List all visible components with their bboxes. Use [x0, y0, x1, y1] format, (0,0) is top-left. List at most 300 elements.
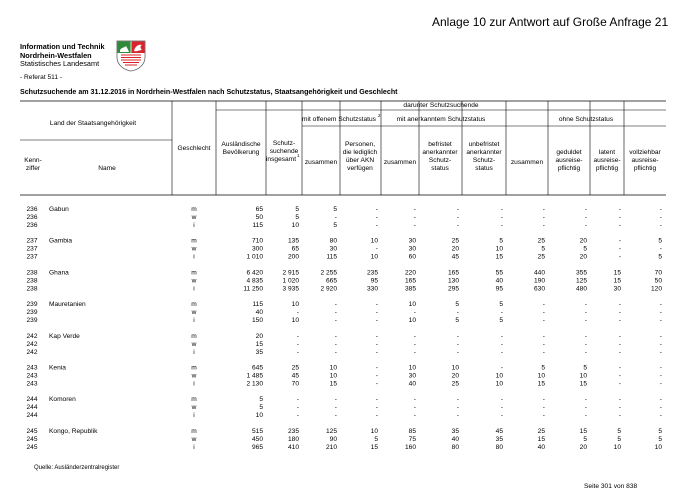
value-cell: 95: [370, 277, 378, 285]
value-cell: 15: [329, 380, 337, 388]
country-name: Kongo, Republik: [49, 427, 98, 435]
kennziffer-cell: 236: [26, 214, 38, 221]
value-cell: 5: [617, 427, 621, 435]
value-cell: 165: [447, 269, 459, 277]
value-cell: -: [542, 206, 545, 213]
value-cell: 965: [251, 443, 263, 451]
value-cell: 1 010: [246, 253, 263, 261]
country-name: Mauretanien: [49, 301, 86, 309]
value-cell: -: [618, 348, 621, 356]
value-cell: -: [334, 317, 337, 325]
value-cell: 115: [252, 222, 263, 229]
value-cell: 4 835: [246, 277, 263, 285]
value-cell: 15: [495, 253, 503, 261]
header-befristet: anerkannter: [422, 149, 458, 156]
value-cell: 15: [613, 277, 621, 285]
value-cell: 1 020: [282, 277, 299, 285]
geschlecht-cell: m: [191, 364, 197, 372]
header-anerkannter-schutzstatus: mit anerkanntem Schutzstatus: [396, 116, 486, 123]
value-cell: -: [659, 309, 662, 317]
value-cell: -: [618, 404, 621, 412]
value-cell: 80: [495, 443, 503, 451]
value-cell: 5: [541, 364, 545, 372]
value-cell: -: [618, 237, 621, 245]
value-cell: 440: [533, 269, 545, 277]
geschlecht-cell: i: [193, 222, 195, 229]
value-cell: 665: [325, 277, 337, 285]
value-cell: 210: [325, 443, 337, 451]
kennziffer-cell: 243: [26, 364, 38, 372]
value-cell: 10: [291, 317, 299, 325]
value-cell: -: [375, 245, 378, 253]
kennziffer-cell: 243: [26, 380, 38, 388]
header-akn: Personen,: [344, 141, 376, 148]
value-cell: 55: [495, 269, 503, 277]
header-vollziehbar: pflichtig: [633, 165, 657, 172]
value-cell: -: [375, 396, 378, 404]
kennziffer-cell: 237: [26, 237, 38, 245]
value-cell: 15: [537, 435, 545, 443]
value-cell: -: [618, 364, 621, 372]
header-unbefristet: anerkannter: [466, 149, 502, 156]
header-vollziehbar: ausreise-: [631, 157, 659, 164]
header-land: Land der Staatsangehörigkeit: [49, 120, 137, 127]
value-cell: 5: [295, 214, 299, 221]
value-cell: 5: [455, 317, 459, 325]
source-note: Quelle: Ausländerzentralregister: [34, 465, 120, 471]
value-cell: 20: [255, 332, 263, 340]
header-geduldet: geduldet: [556, 149, 582, 156]
value-cell: -: [618, 332, 621, 340]
value-cell: -: [618, 222, 621, 229]
value-cell: 10: [329, 364, 337, 372]
value-cell: -: [456, 396, 459, 404]
value-cell: -: [413, 214, 416, 221]
value-cell: -: [618, 396, 621, 404]
value-cell: -: [500, 309, 503, 317]
kennziffer-cell: 238: [26, 277, 38, 285]
value-cell: 45: [495, 427, 503, 435]
value-cell: -: [659, 214, 662, 221]
value-cell: -: [659, 340, 662, 348]
value-cell: 25: [451, 237, 459, 245]
country-name: Gambia: [49, 237, 73, 245]
value-cell: 25: [291, 364, 299, 372]
value-cell: -: [334, 309, 337, 317]
footnote-mark: 1: [297, 153, 300, 158]
kennziffer-cell: 236: [26, 206, 38, 213]
geschlecht-cell: m: [191, 332, 197, 340]
value-cell: -: [659, 412, 662, 420]
geschlecht-cell: m: [191, 269, 197, 277]
value-cell: -: [413, 348, 416, 356]
value-cell: -: [584, 317, 587, 325]
value-cell: -: [542, 214, 545, 221]
value-cell: -: [618, 380, 621, 388]
value-cell: 30: [408, 245, 416, 253]
header-ohne-schutzstatus: ohne Schutzstatus: [558, 116, 614, 123]
value-cell: 40: [255, 309, 263, 317]
kennziffer-cell: 242: [26, 332, 38, 340]
geschlecht-cell: m: [191, 396, 197, 404]
value-cell: 710: [251, 237, 263, 245]
header-unbefristet: Schutz-: [472, 157, 496, 164]
header-unbefristet: status: [475, 165, 493, 172]
value-cell: 630: [533, 285, 545, 293]
header-geschlecht: Geschlecht: [177, 145, 211, 152]
kennziffer-cell: 244: [26, 412, 38, 420]
value-cell: 5: [295, 206, 299, 213]
value-cell: 65: [255, 206, 263, 213]
header-darunter: darunter Schutzsuchende: [403, 102, 479, 109]
value-cell: 10: [370, 427, 378, 435]
value-cell: 10: [495, 245, 503, 253]
value-cell: 30: [408, 237, 416, 245]
value-cell: -: [659, 404, 662, 412]
value-cell: 2 920: [320, 285, 337, 293]
geschlecht-cell: w: [191, 245, 197, 253]
value-cell: 5: [658, 253, 662, 261]
value-cell: -: [334, 396, 337, 404]
value-cell: 130: [447, 277, 459, 285]
value-cell: 80: [451, 443, 459, 451]
value-cell: 45: [291, 372, 299, 380]
value-cell: -: [413, 222, 416, 229]
value-cell: 645: [251, 364, 263, 372]
value-cell: 10: [579, 372, 587, 380]
value-cell: 135: [287, 237, 299, 245]
value-cell: 160: [404, 443, 416, 451]
value-cell: -: [500, 340, 503, 348]
kennziffer-cell: 244: [26, 404, 38, 412]
value-cell: 10: [495, 372, 503, 380]
value-cell: 5: [333, 222, 337, 229]
value-cell: 410: [287, 443, 299, 451]
kennziffer-cell: 245: [26, 443, 38, 451]
value-cell: 25: [537, 427, 545, 435]
value-cell: -: [500, 364, 503, 372]
geschlecht-cell: w: [191, 372, 197, 380]
kennziffer-cell: 239: [26, 317, 38, 325]
value-cell: -: [334, 301, 337, 309]
geschlecht-cell: m: [191, 427, 197, 435]
value-cell: -: [500, 412, 503, 420]
value-cell: 5: [583, 245, 587, 253]
header-akn: über AKN: [345, 157, 375, 164]
value-cell: -: [584, 301, 587, 309]
value-cell: 150: [251, 317, 263, 325]
geschlecht-cell: i: [193, 412, 195, 420]
geschlecht-cell: i: [193, 443, 195, 451]
value-cell: 450: [251, 435, 263, 443]
value-cell: -: [296, 412, 299, 420]
value-cell: 30: [613, 285, 621, 293]
value-cell: -: [618, 206, 621, 213]
kennziffer-cell: 236: [26, 222, 38, 229]
value-cell: -: [584, 404, 587, 412]
value-cell: -: [456, 412, 459, 420]
value-cell: 10: [370, 237, 378, 245]
value-cell: -: [542, 301, 545, 309]
value-cell: 480: [575, 285, 587, 293]
kennziffer-cell: 245: [26, 435, 38, 443]
value-cell: 1 485: [246, 372, 263, 380]
table-title: Schutzsuchende am 31.12.2016 in Nordrhein-Westfalen nach Schutzstatus, Staatsangehörigkeit und Geschlecht: [20, 88, 398, 96]
value-cell: 10: [408, 364, 416, 372]
header-bevoelkerung: Ausländische: [221, 141, 261, 148]
value-cell: 2 915: [282, 269, 299, 277]
geschlecht-cell: m: [191, 206, 197, 213]
value-cell: -: [659, 372, 662, 380]
header-geduldet: ausreise-: [555, 157, 583, 164]
geschlecht-cell: w: [191, 404, 197, 412]
value-cell: -: [296, 340, 299, 348]
value-cell: -: [542, 222, 545, 229]
value-cell: 25: [537, 237, 545, 245]
value-cell: -: [456, 340, 459, 348]
value-cell: 115: [326, 253, 337, 261]
value-cell: -: [334, 412, 337, 420]
value-cell: -: [375, 332, 378, 340]
value-cell: 385: [404, 285, 416, 293]
value-cell: -: [618, 309, 621, 317]
value-cell: 330: [366, 285, 378, 293]
header-schutzsuchende: Schutz-: [272, 140, 296, 147]
value-cell: 20: [451, 245, 459, 253]
value-cell: -: [413, 412, 416, 420]
value-cell: -: [413, 340, 416, 348]
footnote-mark: 2: [378, 113, 381, 118]
country-name: Ghana: [49, 269, 69, 277]
value-cell: -: [542, 309, 545, 317]
header-akn: verfügen: [347, 165, 373, 172]
value-cell: -: [456, 404, 459, 412]
value-cell: -: [375, 206, 378, 213]
value-cell: 5: [617, 435, 621, 443]
value-cell: 10: [451, 364, 459, 372]
value-cell: -: [500, 332, 503, 340]
kennziffer-cell: 237: [26, 245, 38, 253]
value-cell: 60: [408, 253, 416, 261]
value-cell: -: [375, 214, 378, 221]
org-line-3: Statistisches Landesamt: [20, 59, 100, 69]
value-cell: -: [659, 206, 662, 213]
value-cell: -: [618, 214, 621, 221]
value-cell: 80: [329, 237, 337, 245]
value-cell: -: [375, 404, 378, 412]
value-cell: 5: [583, 364, 587, 372]
header-name: Name: [98, 165, 116, 172]
header-latent: latent: [598, 149, 616, 156]
value-cell: 5: [499, 317, 503, 325]
geschlecht-cell: i: [193, 253, 195, 261]
value-cell: -: [584, 412, 587, 420]
value-cell: 125: [575, 277, 587, 285]
value-cell: 10: [291, 301, 299, 309]
value-cell: -: [584, 340, 587, 348]
kennziffer-cell: 243: [26, 372, 38, 380]
value-cell: 45: [451, 253, 459, 261]
value-cell: -: [456, 332, 459, 340]
value-cell: 2 130: [246, 380, 263, 388]
value-cell: 5: [333, 206, 337, 213]
value-cell: 6 420: [246, 269, 263, 277]
value-cell: 5: [658, 237, 662, 245]
value-cell: 190: [533, 277, 545, 285]
value-cell: 40: [537, 443, 545, 451]
geschlecht-cell: w: [191, 214, 197, 221]
value-cell: -: [296, 309, 299, 317]
value-cell: -: [456, 214, 459, 221]
value-cell: 5: [499, 237, 503, 245]
value-cell: 2 255: [320, 269, 337, 277]
header-offener-schutzstatus: mit offenem Schutzstatus: [302, 116, 376, 123]
org-line-2: Nordrhein-Westfalen: [20, 50, 92, 60]
value-cell: 125: [325, 427, 337, 435]
value-cell: -: [500, 222, 503, 229]
value-cell: -: [456, 348, 459, 356]
value-cell: 20: [579, 443, 587, 451]
value-cell: 5: [374, 435, 378, 443]
value-cell: -: [456, 222, 459, 229]
geschlecht-cell: i: [193, 380, 195, 388]
value-cell: 10: [495, 380, 503, 388]
kennziffer-cell: 239: [26, 301, 38, 309]
country-name: Gabun: [49, 206, 69, 213]
kennziffer-cell: 242: [26, 340, 38, 348]
value-cell: 40: [451, 435, 459, 443]
value-cell: -: [618, 412, 621, 420]
value-cell: -: [296, 332, 299, 340]
header-zusammen: zusammen: [510, 159, 544, 166]
value-cell: -: [542, 340, 545, 348]
value-cell: 300: [251, 245, 263, 253]
value-cell: 70: [291, 380, 299, 388]
geschlecht-cell: w: [191, 277, 197, 285]
value-cell: 30: [329, 245, 337, 253]
table-body: [26, 206, 662, 451]
header-latent: ausreise-: [593, 157, 621, 164]
value-cell: 10: [255, 412, 263, 420]
value-cell: -: [542, 412, 545, 420]
value-cell: -: [500, 348, 503, 356]
header-befristet: befristet: [428, 141, 452, 148]
value-cell: -: [584, 206, 587, 213]
value-cell: 5: [658, 435, 662, 443]
annex-label: Anlage 10 zur Antwort auf Große Anfrage 21: [432, 15, 669, 29]
value-cell: 95: [495, 285, 503, 293]
value-cell: -: [542, 332, 545, 340]
kennziffer-cell: 242: [26, 348, 38, 356]
value-cell: -: [375, 372, 378, 380]
value-cell: 10: [408, 317, 416, 325]
geschlecht-cell: m: [191, 301, 197, 309]
value-cell: -: [334, 332, 337, 340]
header-kennziffer: Kenn-: [24, 157, 42, 164]
value-cell: 220: [404, 269, 416, 277]
country-name: Kap Verde: [49, 332, 80, 340]
value-cell: 5: [583, 435, 587, 443]
value-cell: -: [375, 412, 378, 420]
kennziffer-cell: 239: [26, 309, 38, 317]
value-cell: -: [375, 380, 378, 388]
value-cell: -: [334, 348, 337, 356]
value-cell: -: [500, 404, 503, 412]
header-geduldet: pflichtig: [557, 165, 581, 172]
value-cell: -: [659, 222, 662, 229]
value-cell: 5: [259, 404, 263, 412]
value-cell: 20: [579, 237, 587, 245]
value-cell: -: [542, 396, 545, 404]
value-cell: -: [375, 309, 378, 317]
header-schutzsuchende: insgesamt: [265, 156, 297, 163]
referat-label: - Referat 511 -: [20, 74, 63, 81]
value-cell: -: [375, 222, 378, 229]
header-schutzsuchende: suchende: [269, 148, 299, 155]
value-cell: -: [334, 404, 337, 412]
value-cell: 180: [287, 435, 299, 443]
country-name: Komoren: [49, 396, 76, 404]
value-cell: 120: [650, 285, 662, 293]
value-cell: 515: [251, 427, 263, 435]
value-cell: 15: [370, 443, 378, 451]
value-cell: -: [296, 396, 299, 404]
kennziffer-cell: 244: [26, 396, 38, 404]
value-cell: 235: [287, 427, 299, 435]
value-cell: 70: [654, 269, 662, 277]
value-cell: 10: [613, 443, 621, 451]
value-cell: 15: [579, 427, 587, 435]
value-cell: -: [618, 317, 621, 325]
geschlecht-cell: i: [193, 317, 195, 325]
value-cell: -: [375, 317, 378, 325]
value-cell: 5: [541, 245, 545, 253]
value-cell: 85: [408, 427, 416, 435]
value-cell: 40: [408, 380, 416, 388]
header-kennziffer: ziffer: [25, 165, 41, 172]
value-cell: -: [659, 332, 662, 340]
value-cell: -: [618, 340, 621, 348]
header-zusammen: zusammen: [304, 159, 338, 166]
value-cell: 25: [537, 253, 545, 261]
org-line-1: Information und Technik: [20, 42, 105, 51]
geschlecht-cell: m: [191, 237, 197, 245]
value-cell: 10: [537, 372, 545, 380]
value-cell: 235: [366, 269, 378, 277]
value-cell: -: [584, 222, 587, 229]
value-cell: 35: [495, 435, 503, 443]
value-cell: 5: [658, 427, 662, 435]
value-cell: -: [296, 348, 299, 356]
value-cell: -: [584, 309, 587, 317]
value-cell: 25: [451, 380, 459, 388]
value-cell: 15: [255, 340, 263, 348]
geschlecht-cell: w: [191, 340, 197, 348]
header-latent: pflichtig: [595, 165, 619, 172]
value-cell: 30: [408, 372, 416, 380]
value-cell: 40: [495, 277, 503, 285]
value-cell: -: [375, 348, 378, 356]
value-cell: 355: [575, 269, 587, 277]
value-cell: -: [659, 245, 662, 253]
value-cell: 20: [451, 372, 459, 380]
header-befristet: status: [431, 165, 449, 172]
value-cell: -: [659, 301, 662, 309]
header-zusammen: zusammen: [383, 159, 417, 166]
kennziffer-cell: 238: [26, 269, 38, 277]
value-cell: -: [584, 348, 587, 356]
kennziffer-cell: 245: [26, 427, 38, 435]
